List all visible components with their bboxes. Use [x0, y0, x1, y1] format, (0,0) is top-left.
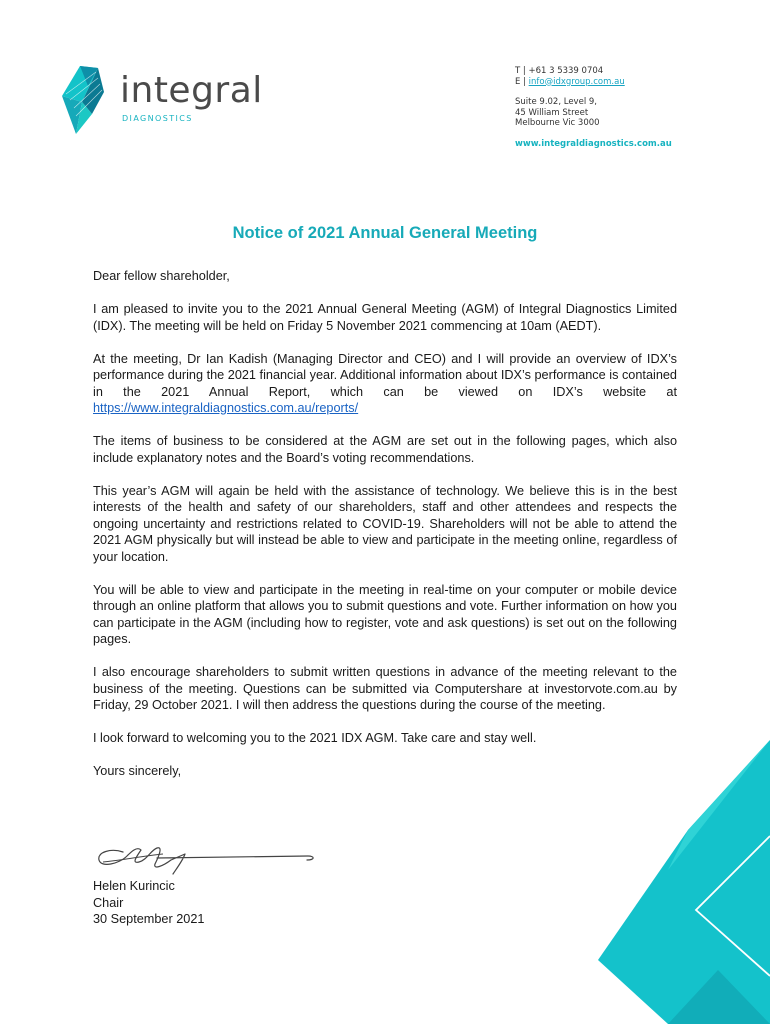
address-line-3: Melbourne Vic 3000 [515, 118, 600, 128]
contact-block [515, 66, 672, 149]
website-link[interactable]: www.integraldiagnostics.com.au [515, 138, 672, 149]
contact-phone: T | +61 3 5339 0704 [515, 66, 604, 76]
signoff-block [93, 878, 204, 928]
logo-mark-icon [58, 62, 122, 142]
letter-body [93, 268, 677, 796]
page-title: Notice of 2021 Annual General Meeting [232, 224, 538, 242]
paragraph-6: I also encourage shareholders to submit written questions in advance of the meeting relevant to the business of the meeting. Questions can be submitted via Computershare at investorvote.com.au by Friday, 29 October 2021. I will then address the questions during the course of the meeting. [93, 665, 677, 712]
signer-role: Chair [93, 895, 124, 910]
letter-date: 30 September 2021 [93, 912, 205, 926]
salutation: Dear fellow shareholder, [93, 269, 230, 283]
signer-name: Helen Kurincic [93, 879, 175, 893]
contact-email-link[interactable]: info@idxgroup.com.au [528, 76, 625, 87]
address-line-2: 45 William Street [515, 107, 589, 118]
paragraph-1: I am pleased to invite you to the 2021 Annual General Meeting (AGM) of Integral Diagnostics Limited (IDX). The meeting will be held on Friday 5 November 2021 commencing at 10am (AEDT). [93, 302, 677, 333]
paragraph-3: The items of business to be considered at the AGM are set out in the following pages, which also include explanatory notes and the Board’s voting recommendations. [93, 434, 677, 465]
contact-email-prefix: E | [515, 76, 529, 87]
decorative-corner-graphic [598, 740, 770, 1024]
paragraph-5: You will be able to view and participate in the meeting in real-time on your computer or mobile device through an online platform that allows you to submit questions and vote. Further information on how you can participate in the AGM (including how to register, vote and ask questions) is set out on the following pages. [93, 582, 677, 646]
logo-wordmark: integral [120, 70, 263, 111]
paragraph-2-text: At the meeting, Dr Ian Kadish (Managing Director and CEO) and I will provide an overview of IDX’s performance during the 2021 financial year. Additional information about IDX’s performance is contained in the 2021 Annual Report, which can be viewed on IDX’s website at [93, 351, 677, 399]
closing: Yours sincerely, [93, 764, 182, 778]
logo-subtitle: DIAGNOSTICS [122, 114, 193, 123]
paragraph-4: This year’s AGM will again be held with the assistance of technology. We believe this is in the best interests of the health and safety of our shareholders, staff and other attendees and respects the ongoing uncertainty and restrictions related to COVID-19. Shareholders will not be able to attend the 2021 AGM physically but will instead be able to view and participate in the meeting online, regardless of your location. [93, 483, 677, 564]
contact-email-line [515, 77, 672, 88]
reports-link[interactable]: https://www.integraldiagnostics.com.au/reports/ [93, 401, 359, 415]
address-line-1: Suite 9.02, Level 9, [515, 97, 597, 107]
paragraph-7: I look forward to welcoming you to the 2021 IDX AGM. Take care and stay well. [93, 731, 537, 745]
signature-image [93, 838, 323, 878]
paragraph-2 [93, 351, 677, 417]
company-logo [58, 62, 268, 142]
